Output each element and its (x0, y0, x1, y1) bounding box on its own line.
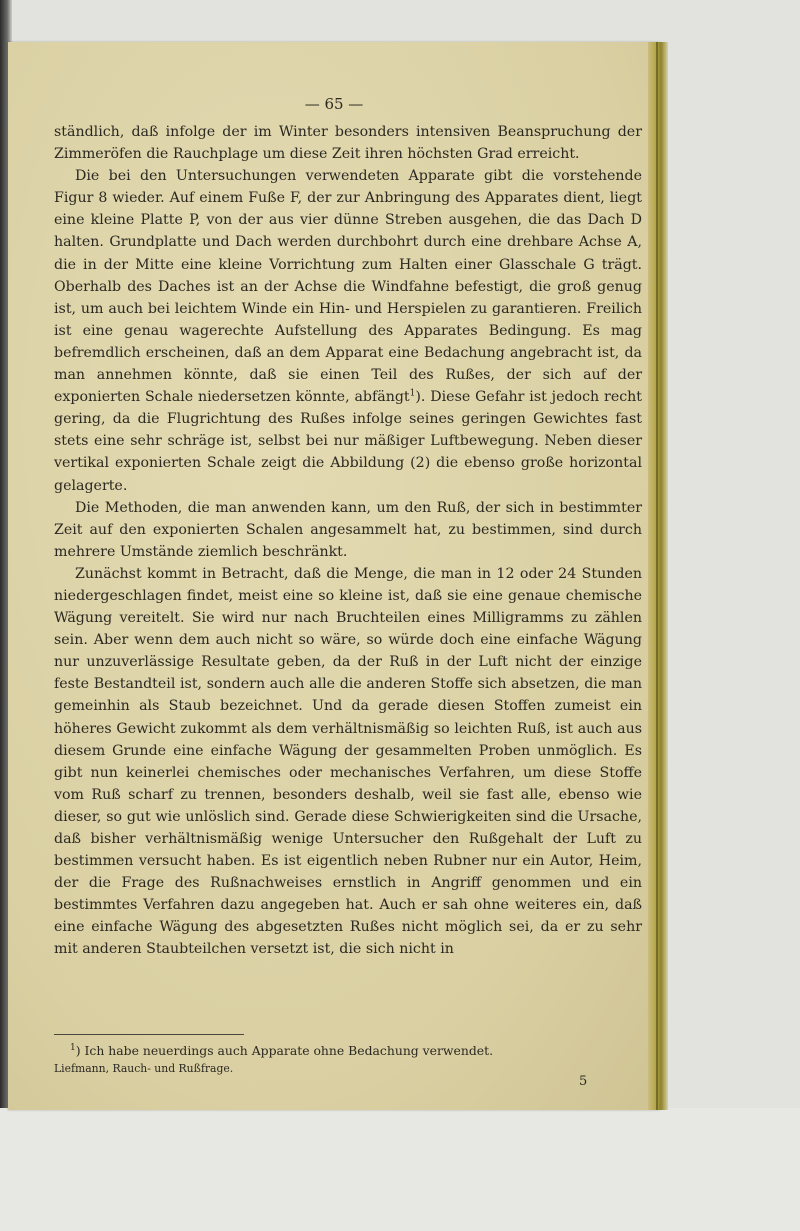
paragraph-text: Die bei den Untersuchungen verwendeten Apparate gibt die vorstehende Figur 8 wieder. Auf einem Fuße F, der zur Anbringung des Apparates dient, liegt eine kleine Platte P, von der aus vier dünne Streben ausgehen, die das Dach D halten. Grundplatte und Dach werden durchbohrt durch eine drehbare Achse A, die in der Mitte eine kleine Vorrichtung zum Halten einer Glasschale G trägt. Oberhalb des Daches ist an der Achse die Windfahne befestigt, die groß genug ist, um auch bei leichtem Winde ein Hin- und Herspielen zu garantieren. Freilich ist eine genau wagerechte Aufstellung des Apparates Bedingung. Es mag befremdlich erscheinen, daß an dem Apparat eine Bedachung angebracht ist, da man annehmen könnte, daß sie einen Teil des Rußes, der sich auf der exponierten Schale niedersetzen könnte, abfängt (54, 168, 642, 406)
footnote-text: Ich habe neuerdings auch Apparate ohne Bedachung verwendet. (84, 1043, 494, 1058)
footnote-divider (54, 1034, 244, 1035)
running-footer: Liefmann, Rauch- und Rußfrage. (54, 1062, 234, 1075)
paragraph: ständlich, daß infolge der im Winter besonders intensiven Beanspruchung der Zimmeröfen die Rauchplage um diese Zeit ihren höchsten Grad erreicht. (54, 124, 642, 163)
scan-background (0, 1108, 800, 1231)
paragraph: Zunächst kommt in Betracht, daß die Menge, die man in 12 oder 24 Stunden niedergeschlagen findet, meist eine so kleine ist, daß sie eine genaue chemische Wägung vereitelt. Sie wird nur nach Bruchteilen eines Milligramms zu zählen sein. Aber wenn dem auch nicht so wäre, so würde doch eine einfache Wägung nur unzuverlässige Resultate geben, da der Ruß in der Luft nicht der einzige feste Bestandteil ist, sondern auch alle die anderen Stoffe sich absetzen, die man gemeinhin als Staub bezeichnet. Und da gerade diesen Stoffen zumeist ein höheres Gewicht zukommt als dem verhältnismäßig so leichten Ruß, ist auch aus diesem Grunde eine einfache Wägung der gesammelten Proben unmöglich. Es gibt nun keinerlei chemisches oder mechanisches Verfahren, um diese Stoffe vom Ruß scharf zu trennen, besonders deshalb, weil sie fast alle, ebenso wie dieser, so gut wie unlöslich sind. Gerade diese Schwierigkeiten sind die Ursache, daß bisher verhältnismäßig wenige Untersucher den Rußgehalt der Luft zu bestimmen versucht haben. Es ist eigentlich neben Rubner nur ein Autor, Heim, der die Frage des Rußnachweises ernstlich in Angriff genommen und ein bestimmtes Verfahren dazu angegeben hat. Auch er sah ohne weiteres ein, daß eine einfache Wägung des abgesetzten Rußes nicht möglich sei, da er zu sehr mit anderen Staubteilchen versetzt ist, die sich nicht in (54, 565, 642, 958)
paragraph-text: Diese Gefahr ist jedoch recht gering, da die Flugrichtung des Rußes infolge seines geringen Gewichtes fast stets eine sehr schräge ist, selbst bei nur mäßiger Luftbewegung. Neben dieser vertikal exponierten Schale zeigt die Abbildung (2) die ebenso große horizontal gelagerte. (54, 389, 642, 494)
signature-mark: 5 (579, 1074, 588, 1089)
page-number-header: — 65 — (304, 95, 364, 113)
page-edge-stack (648, 42, 668, 1110)
paragraph: Die Methoden, die man anwenden kann, um den Ruß, der sich in bestimmter Zeit auf den exponierten Schalen angesammelt hat, zu bestimmen, sind durch mehrere Umstände ziemlich beschränkt. (54, 499, 642, 560)
footnote-marker: 1 (70, 1042, 76, 1053)
footnote: $^1$) Ich habe neuerdings auch Apparate ohne Bedachung verwendet. (70, 1042, 494, 1058)
paragraph: Die bei den Untersuchungen verwendeten Apparate gibt die vorstehende Figur 8 wieder. Auf einem Fuße F, der zur Anbringung des Apparates dient, liegt eine kleine Platte P, von der aus vier dünne Streben ausgehen, die das Dach D halten. Grundplatte und Dach werden durchbohrt durch eine drehbare Achse A, die in der Mitte eine kleine Vorrichtung zum Halten einer Glasschale G trägt. Oberhalb des Daches ist an der Achse die Windfahne befestigt, die groß genug ist, um auch bei leichtem Winde ein Hin- und Herspielen zu garantieren. Freilich ist eine genau wagerechte Aufstellung des Apparates Bedingung. Es mag befremdlich erscheinen, daß an dem Apparat eine Bedachung angebracht ist, da man annehmen könnte, daß sie einen Teil des Rußes, der sich auf der exponierten Schale niedersetzen könnte, abfängt$^1$). Diese Gefahr ist jedoch recht gering, da die Flugrichtung des Rußes infolge seines geringen Gewichtes fast stets eine sehr schräge ist, selbst bei nur mäßiger Luftbewegung. Neben dieser vertikal exponierten Schale zeigt die Abbildung (2) die ebenso große horizontal gelagerte. (54, 168, 642, 494)
footnote-reference: 1 (409, 388, 416, 399)
body-text (54, 121, 642, 961)
